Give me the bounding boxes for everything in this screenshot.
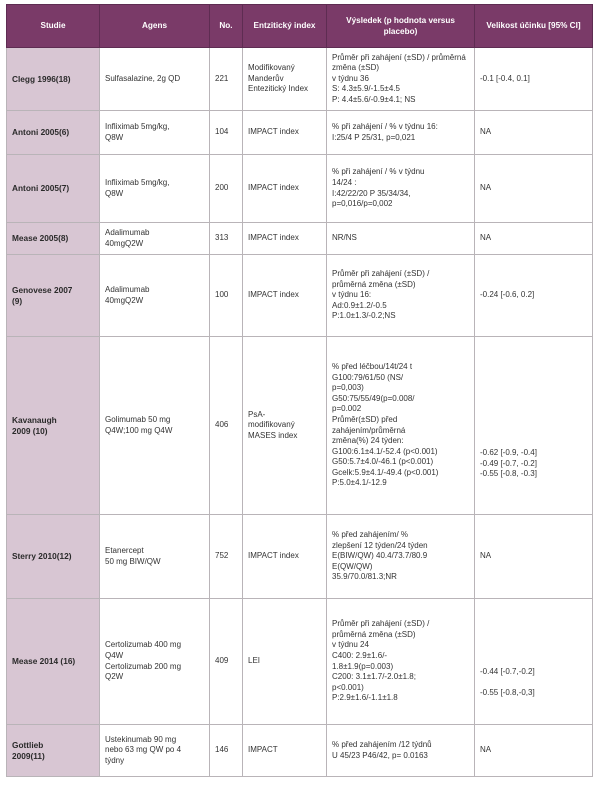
table-row: [7, 111, 593, 155]
table-row: [7, 515, 593, 599]
effect-cell: NA: [475, 111, 593, 155]
table-row: [7, 337, 593, 515]
table-row: [7, 255, 593, 337]
effect-cell: -0.1 [-0.4, 0.1]: [475, 48, 593, 111]
n-cell: 313: [210, 223, 243, 255]
n-cell: 146: [210, 725, 243, 777]
agent-cell: Adalimumab 40mgQ2W: [100, 255, 210, 337]
study-cell: Kavanaugh 2009 (10): [7, 337, 100, 515]
result-cell: % při zahájení / % v týdnu 14/24 : I:42/22/20 P 35/34/34, p=0,016/p=0,002: [327, 155, 475, 223]
result-cell: Průměr při zahájení (±SD) / průměrná změna (±SD) v týdnu 36 S: 4.3±5.9/-1.5±4.5 P: 4.4±5.6/-0.9±4.1; NS: [327, 48, 475, 111]
agent-cell: Sulfasalazine, 2g QD: [100, 48, 210, 111]
result-cell: % před léčbou/14t/24 t G100:79/61/50 (NS/ p=0,003) G50:75/55/49(p=0.008/ p=0.002 Průměr(±SD) před zahájením/průměrná změna(%) 24 týden: G100:6.1±4.1/-52.4 (p<0.001) G50:5.7±4.0/-46.1 (p<0.001) Gcelk:5.9±4.1/-49.4 (p<0.001) P:5.0±4.1/-12.9: [327, 337, 475, 515]
n-cell: 406: [210, 337, 243, 515]
n-cell: 752: [210, 515, 243, 599]
index-cell: PsA- modifikovaný MASES index: [243, 337, 327, 515]
index-cell: IMPACT index: [243, 515, 327, 599]
header-row: [7, 5, 593, 48]
agent-cell: Infliximab 5mg/kg, Q8W: [100, 155, 210, 223]
header-agens: Agens: [100, 5, 210, 48]
agent-cell: Certolizumab 400 mg Q4W Certolizumab 200 mg Q2W: [100, 599, 210, 725]
index-cell: LEI: [243, 599, 327, 725]
result-cell: Průměr při zahájení (±SD) / průměrná změna (±SD) v týdnu 24 C400: 2.9±1.6/- 1.8±1.9(p=0.003) C200: 3.1±1.7/-2.0±1.8; p<0.001) P:2.9±1.6/-1.1±1.8: [327, 599, 475, 725]
study-cell: Gottlieb 2009(11): [7, 725, 100, 777]
study-cell: Sterry 2010(12): [7, 515, 100, 599]
n-cell: 100: [210, 255, 243, 337]
index-cell: IMPACT index: [243, 111, 327, 155]
effect-cell: NA: [475, 515, 593, 599]
study-cell: Mease 2005(8): [7, 223, 100, 255]
index-cell: Modifikovaný Manderův Entezitický Index: [243, 48, 327, 111]
index-cell: IMPACT index: [243, 223, 327, 255]
study-cell: Antoni 2005(7): [7, 155, 100, 223]
studies-table: [6, 4, 593, 777]
table-row: [7, 599, 593, 725]
result-cell: NR/NS: [327, 223, 475, 255]
index-cell: IMPACT index: [243, 255, 327, 337]
n-cell: 221: [210, 48, 243, 111]
table-row: [7, 725, 593, 777]
study-cell: Genovese 2007 (9): [7, 255, 100, 337]
n-cell: 104: [210, 111, 243, 155]
index-cell: IMPACT: [243, 725, 327, 777]
agent-cell: Adalimumab 40mgQ2W: [100, 223, 210, 255]
table-row: [7, 223, 593, 255]
table-row: [7, 155, 593, 223]
study-cell: Clegg 1996(18): [7, 48, 100, 111]
effect-cell: -0.24 [-0.6, 0.2]: [475, 255, 593, 337]
study-cell: Mease 2014 (16): [7, 599, 100, 725]
effect-cell: -0.62 [-0.9, -0.4] -0.49 [-0.7, -0.2] -0.55 [-0.8, -0.3]: [475, 337, 593, 515]
effect-cell: NA: [475, 155, 593, 223]
n-cell: 409: [210, 599, 243, 725]
index-cell: IMPACT index: [243, 155, 327, 223]
header-velikost-ucinku: Velikost účinku [95% CI]: [475, 5, 593, 48]
effect-cell: NA: [475, 725, 593, 777]
result-cell: % při zahájení / % v týdnu 16: I:25/4 P 25/31, p=0,021: [327, 111, 475, 155]
header-index: Entzitický index: [243, 5, 327, 48]
table-container: [6, 4, 592, 777]
header-studie: Studie: [7, 5, 100, 48]
agent-cell: Etanercept 50 mg BIW/QW: [100, 515, 210, 599]
n-cell: 200: [210, 155, 243, 223]
result-cell: Průměr při zahájení (±SD) / průměrná změna (±SD) v týdnu 16: Ad:0.9±1.2/-0.5 P:1.0±1.3/-0.2;NS: [327, 255, 475, 337]
header-vysledek: Výsledek (p hodnota versus placebo): [327, 5, 475, 48]
header-no: No.: [210, 5, 243, 48]
result-cell: % před zahájením /12 týdnů U 45/23 P46/42, p= 0.0163: [327, 725, 475, 777]
table-row: [7, 48, 593, 111]
result-cell: % před zahájením/ % zlepšení 12 týden/24 týden E(BIW/QW) 40.4/73.7/80.9 E(QW/QW) 35.9/70.0/81.3;NR: [327, 515, 475, 599]
effect-cell: NA: [475, 223, 593, 255]
agent-cell: Golimumab 50 mg Q4W;100 mg Q4W: [100, 337, 210, 515]
effect-cell: -0.44 [-0.7,-0.2] -0.55 [-0.8,-0,3]: [475, 599, 593, 725]
study-cell: Antoni 2005(6): [7, 111, 100, 155]
agent-cell: Infliximab 5mg/kg, Q8W: [100, 111, 210, 155]
agent-cell: Ustekinumab 90 mg nebo 63 mg QW po 4 týdny: [100, 725, 210, 777]
